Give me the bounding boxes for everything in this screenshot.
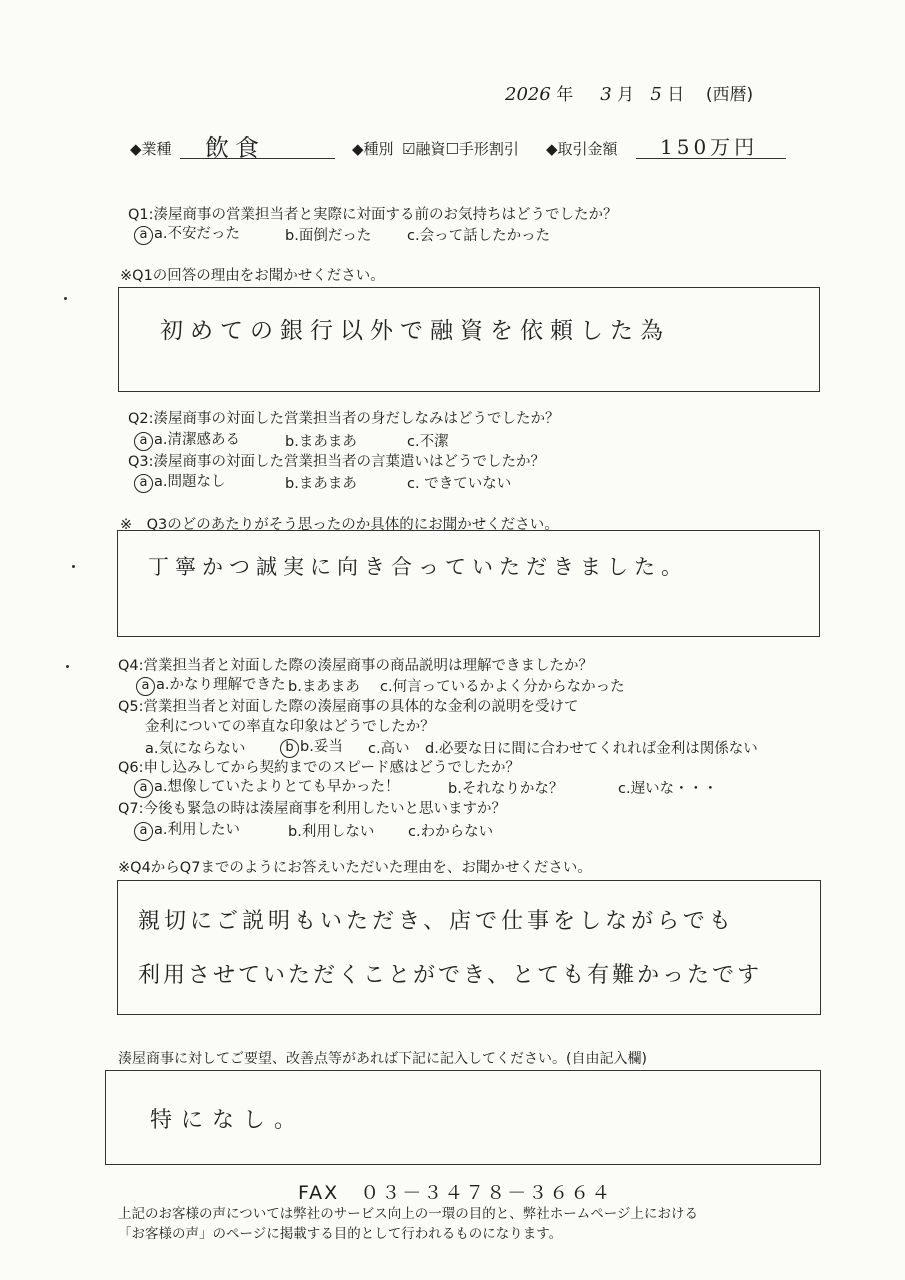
q4-option-c[interactable]: c.何言っているかよく分からなかった [380,679,625,695]
q7-option-a[interactable]: a a.利用したい [134,818,240,841]
free-answer: 特になし。 [150,1108,306,1133]
amount-underline [636,158,786,159]
selected-circle-icon: a [134,779,153,798]
date-line: 2026 年 3 月 5 日 (西暦) [505,84,754,105]
amount-label: ◆取引金額 [546,140,618,158]
q3-reason-box[interactable] [117,530,820,637]
q7-option-b[interactable]: b.利用しない [288,824,375,840]
q6-option-a[interactable]: a a.想像していたよりとても早かった！ [134,775,400,798]
q5-option-c[interactable]: c.高い [368,741,410,757]
q2-option-a[interactable]: a a.清潔感ある [134,428,240,451]
q4-option-a[interactable]: a a.かなり理解できた [136,673,286,696]
q5-option-b[interactable]: b b.妥当 [280,735,343,758]
q47-reason-box[interactable] [117,880,821,1015]
scan-speck [64,297,67,300]
q4-question: Q4:営業担当者と対面した際の湊屋商事の商品説明は理解できましたか？ [118,658,594,674]
type-checkbox-loan[interactable]: ☑ [402,140,416,158]
footer-note-line2: 「お客様の声」のページに掲載する目的として行われるものになります。 [118,1226,563,1242]
q47-reason-answer-line2: 利用させていただくことができ、とても有難かったです [138,963,763,988]
q2-option-b[interactable]: b.まあまあ [285,434,357,450]
q47-reason-prompt: ※Q4からQ7までのようにお答えいただいた理由を、お聞かせください。 [118,860,592,876]
q3-question: Q3:湊屋商事の対面した営業担当者の言葉遣いはどうでしたか？ [128,454,546,470]
q1-option-b[interactable]: b.面倒だった [285,228,372,244]
q47-reason-answer-line1: 親切にご説明もいただき、店で仕事をしながらでも [138,909,735,934]
q3-option-c[interactable]: c. できていない [407,476,512,492]
selected-circle-icon: a [134,822,153,841]
selected-circle-icon: b [280,739,299,758]
footer-note-line1: 上記のお客様の声については弊社のサービス向上の一環の目的と、弊社ホームページ上における [118,1206,698,1222]
q4-option-b[interactable]: b.まあまあ [288,679,360,695]
selected-circle-icon: a [136,677,155,696]
type-label: ◆種別 [352,140,394,158]
selected-circle-icon: a [134,432,153,451]
date-era: (西暦) [705,85,754,105]
date-day: 5 [650,84,662,105]
q1-reason-prompt: ※Q1の回答の理由をお聞かせください。 [120,268,385,284]
fax-number: FAX ０３－３４７８－３６６４ [298,1182,613,1204]
amount-value: 150万円 [660,135,759,159]
q5-question-line2: 金利についての率直な印象はどうでしたか？ [145,719,435,735]
date-year: 2026 [505,84,551,105]
selected-circle-icon: a [134,474,153,493]
q3-reason-answer: 丁寧かつ誠実に向き合っていただきました。 [148,555,688,579]
q1-option-a[interactable]: a a.不安だった [134,222,240,245]
q3-reason-prompt: ※ Q3のどのあたりがそう思ったのか具体的にお聞かせください。 [120,517,559,533]
q5-option-a[interactable]: a.気にならない [145,741,246,757]
type-option-bill: 手形割引 [458,140,519,158]
q2-question: Q2:湊屋商事の対面した営業担当者の身だしなみはどうでしたか？ [128,411,560,427]
q5-question-line1: Q5:営業担当者と対面した際の湊屋商事の具体的な金利の説明を受けて [118,699,579,715]
industry-underline [180,158,335,159]
q1-option-c[interactable]: c.会って話したかった [407,228,551,244]
q3-option-b[interactable]: b.まあまあ [285,476,357,492]
q5-option-d[interactable]: d.必要な日に間に合わせてくれれば金利は関係ない [425,741,758,757]
date-month: 3 [600,84,612,105]
q6-question: Q6:申し込みしてから契約までのスピード感はどうでしたか？ [118,760,520,776]
type-options [402,138,519,159]
q6-option-b[interactable]: b.それなりかな？ [448,781,564,797]
q2-option-c[interactable]: c.不潔 [407,434,449,450]
q1-reason-answer: 初めての銀行以外で融資を依頼した為 [160,318,670,344]
type-checkbox-bill[interactable]: ☐ [445,140,459,158]
type-option-loan: 融資 [415,140,446,158]
q6-option-c[interactable]: c.遅いな・・・ [618,781,718,797]
industry-value: 飲食 [205,134,265,162]
industry-label: ◆業種 [130,140,172,158]
q3-option-a[interactable]: a a.問題なし [134,470,226,493]
q1-question: Q1:湊屋商事の営業担当者と実際に対面する前のお気持ちはどうでしたか？ [128,207,618,223]
q7-option-c[interactable]: c.わからない [408,824,494,840]
scan-speck [72,565,75,568]
free-prompt: 湊屋商事に対してご要望、改善点等があれば下記に記入してください。(自由記入欄) [118,1051,647,1067]
scan-speck [66,665,69,668]
q7-question: Q7:今後も緊急の時は湊屋商事を利用したいと思いますか？ [118,801,507,817]
selected-circle-icon: a [134,226,153,245]
